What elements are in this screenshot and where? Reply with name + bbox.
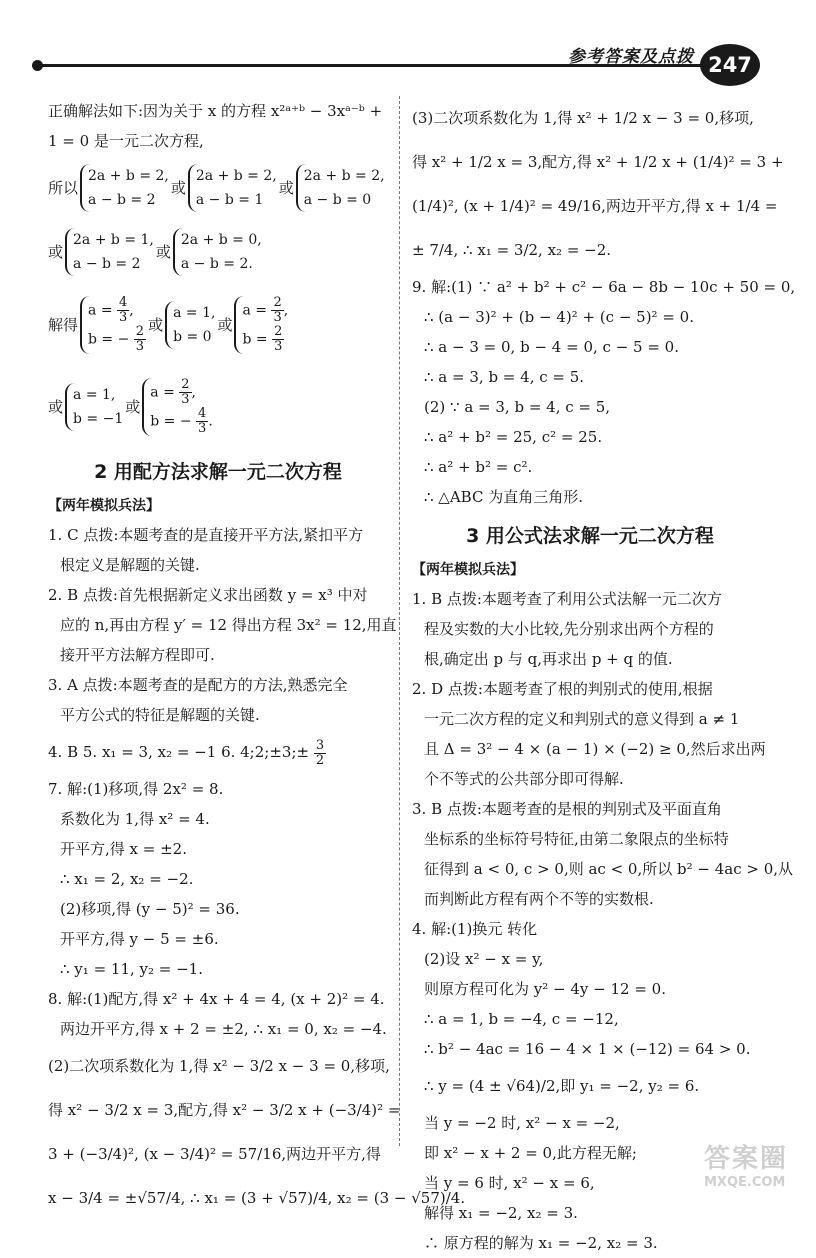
answer-line: (2)二次项系数化为 1,得 x² − 3/2 x − 3 = 0,移项, [48,1057,390,1075]
answer-line: ∴ a = 1, b = −4, c = −12, [424,1010,619,1028]
answer-line: (1/4)², (x + 1/4)² = 49/16,两边开平方,得 x + 1/4 = [412,197,778,215]
answer-line: 当 y = 6 时, x² − x = 6, [424,1174,595,1192]
answer-line: (3)二次项系数化为 1,得 x² + 1/2 x − 3 = 0,移项, [412,109,754,127]
answer-line: 征得到 a < 0, c > 0,则 ac < 0,所以 b² − 4ac > 0,从 [424,860,794,878]
answer-line: 2. B 点拨:首先根据新定义求出函数 y = x³ 中对 [48,586,368,604]
answer-line: 开平方,得 y − 5 = ±6. [60,930,219,948]
solutions-row-2: 或 a = 1, b = −1 或 a = $\frac{2}{3}$ , b = − $\frac{4}{3}$ . [48,377,213,436]
right-column [412,96,796,1258]
answer-line: ∴ a − 3 = 0, b − 4 = 0, c − 5 = 0. [424,338,679,356]
answer-line: 得 x² + 1/2 x = 3,配方,得 x² + 1/2 x + (1/4)² = 3 + [412,153,784,171]
answer-line: ∴ a = 3, b = 4, c = 5. [424,368,585,386]
answer-line: 1. B 点拨:本题考查了利用公式法解一元二次方 [412,590,722,608]
answer-line: 即 x² − x + 2 = 0,此方程无解; [424,1144,637,1162]
section-tag: 【两年模拟兵法】 [412,562,524,578]
answer-line: ∴ 原方程的解为 x₁ = −2, x₂ = 3. [424,1234,658,1252]
page-number: 247 [700,44,760,86]
solution-system: a = $\frac{4}{3}$ , b = − $\frac{2}{3}$ [80,296,146,354]
answer-line: ± 7/4, ∴ x₁ = 3/2, x₂ = −2. [412,241,612,259]
equation-system: 2a + b = 2, a − b = 0 [296,164,385,212]
answer-line: 1 = 0 是一元二次方程, [48,132,204,150]
solutions-row-1: 解得 a = $\frac{4}{3}$ , b = − $\frac{2}{3}$ 或 a = 1, b = 0 或 a = $\frac{2}{3}$ , b = $\frac{2}{3}$ [48,295,289,354]
solution-system: a = 1, b = 0 [165,301,215,349]
answer-line: 7. 解:(1)移项,得 2x² = 8. [48,780,224,798]
section-tag: 【两年模拟兵法】 [48,498,160,514]
answer-line: 2. D 点拨:本题考查了根的判别式的使用,根据 [412,680,713,698]
answer-line: ∴ y₁ = 11, y₂ = −1. [60,960,203,978]
answer-line: 得 x² − 3/2 x = 3,配方,得 x² − 3/2 x + (−3/4)² = [48,1101,401,1119]
answer-line: 一元二次方程的定义和判别式的意义得到 a ≠ 1 [424,710,740,728]
answer-line: 应的 n,再由方程 y′ = 12 得出方程 3x² = 12,用直 [60,616,397,634]
answer-line: (2)移项,得 (y − 5)² = 36. [60,900,240,918]
answer-line: ∴ (a − 3)² + (b − 4)² + (c − 5)² = 0. [424,308,694,326]
answer-line: (2) ∵ a = 3, b = 4, c = 5, [424,398,611,416]
watermark: 答案圈 MXQE.COM [703,1144,788,1190]
answer-line: 根定义是解题的关键. [60,556,200,574]
answer-line: 1. C 点拨:本题考查的是直接开平方法,紧扣平方 [48,526,364,544]
section-heading: 2 用配方法求解一元二次方程 [94,461,342,483]
answer-line: 9. 解:(1) ∵ a² + b² + c² − 6a − 8b − 10c + 50 = 0, [412,278,796,296]
answer-line: 3. B 点拨:本题考查的是根的判别式及平面直角 [412,800,722,818]
answer-line: 正确解法如下:因为关于 x 的方程 x²ᵃ⁺ᵇ − 3xᵃ⁻ᵇ + [48,102,383,120]
equation-system: 2a + b = 2, a − b = 2 [80,164,169,212]
equation-systems-row-2: 或 2a + b = 1, a − b = 2 或 2a + b = 0, a − b = 2. [48,220,388,284]
answer-line: ∴ a² + b² = c². [424,458,533,476]
answer-line: 两边开平方,得 x + 2 = ±2, ∴ x₁ = 0, x₂ = −4. [60,1020,387,1038]
answer-line: 接开平方法解方程即可. [60,646,215,664]
answer-line: 8. 解:(1)配方,得 x² + 4x + 4 = 4, (x + 2)² = 4. [48,990,385,1008]
answer-line: x − 3/4 = ±√57/4, ∴ x₁ = (3 + √57)/4, x₂ = (3 − √57)/4. [48,1189,466,1207]
answer-line: 当 y = −2 时, x² − x = −2, [424,1114,620,1132]
answer-line: ∴ x₁ = 2, x₂ = −2. [60,870,194,888]
answer-line: 解得 x₁ = −2, x₂ = 3. [424,1204,578,1222]
answer-line: 个不等式的公共部分即可得解. [424,770,624,788]
answer-line: 开平方,得 x = ±2. [60,840,187,858]
answer-line: ∴ y = (4 ± √64)/2,即 y₁ = −2, y₂ = 6. [424,1077,700,1095]
equation-system: 2a + b = 0, a − b = 2. [173,228,262,276]
equation-system: 2a + b = 1, a − b = 2 [65,228,154,276]
answer-line: (2)设 x² − x = y, [424,950,544,968]
answer-line: 则原方程可化为 y² − 4y − 12 = 0. [424,980,666,998]
header-title: 参考答案及点拨 [568,47,694,67]
page-header [0,0,816,90]
solution-system: a = $\frac{2}{3}$ , b = − $\frac{4}{3}$ . [142,378,213,436]
answer-line: ∴ a² + b² = 25, c² = 25. [424,428,603,446]
answer-line: ∴ b² − 4ac = 16 − 4 × 1 × (−12) = 64 > 0. [424,1040,751,1058]
answer-line: 4. 解:(1)换元 转化 [412,920,538,938]
answer-line: 系数化为 1,得 x² = 4. [60,810,210,828]
answer-line: 而判断此方程有两个不等的实数根. [424,890,654,908]
equation-systems-row-1: 所以 2a + b = 2, a − b = 2 或 2a + b = 2, a − b = 1 或 2a + b = 2, a − b = 0 [48,156,388,220]
solution-system: a = 1, b = −1 [65,383,123,431]
answer-line: 3. A 点拨:本题考查的是配方的方法,熟悉完全 [48,676,348,694]
section-heading: 3 用公式法求解一元二次方程 [466,525,714,547]
column-divider [399,96,400,1146]
answer-line: 且 Δ = 3² − 4 × (a − 1) × (−2) ≥ 0,然后求出两 [424,740,766,758]
answer-line: ∴ △ABC 为直角三角形. [424,488,583,506]
solution-system: a = $\frac{2}{3}$ , b = $\frac{2}{3}$ [234,296,288,354]
left-column [48,96,466,1220]
answer-line: 根,确定出 p 与 q,再求出 p + q 的值. [424,650,673,668]
answer-line: 平方公式的特征是解题的关键. [60,706,260,724]
answer-line: 4. B 5. x₁ = 3, x₂ = −1 6. 4;2;±3;± $\frac{3}{2}$ [48,737,325,768]
answer-line: 程及实数的大小比较,先分别求出两个方程的 [424,620,714,638]
answer-line: 3 + (−3/4)², (x − 3/4)² = 57/16,两边开平方,得 [48,1145,381,1163]
equation-system: 2a + b = 2, a − b = 1 [188,164,277,212]
answer-line: 坐标系的坐标符号特征,由第二象限点的坐标特 [424,830,729,848]
